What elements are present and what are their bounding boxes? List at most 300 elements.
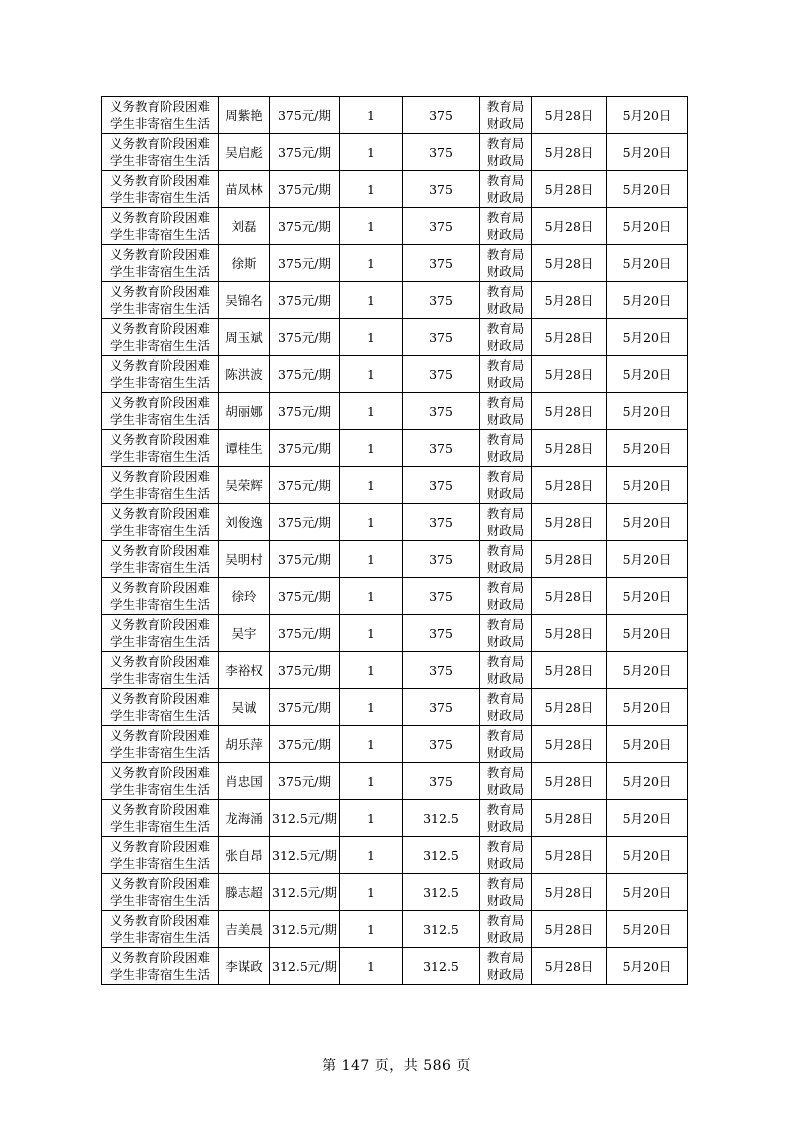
department-line-1: 教育局 xyxy=(486,728,525,743)
table-row xyxy=(102,171,688,208)
standard-cell: 375元/期 xyxy=(270,282,340,319)
item-line-1: 义务教育阶段困难 xyxy=(109,876,210,891)
department-line-1: 教育局 xyxy=(486,802,525,817)
department-line-1: 教育局 xyxy=(486,654,525,669)
department-line-2: 财政局 xyxy=(486,153,525,168)
amount-cell: 375 xyxy=(403,319,480,356)
department-line-2: 财政局 xyxy=(486,301,525,316)
item-cell xyxy=(102,319,219,356)
item-line-2: 学生非寄宿生生活 xyxy=(109,597,210,612)
count-cell: 1 xyxy=(340,948,403,985)
department-cell xyxy=(480,282,532,319)
item-line-1: 义务教育阶段困难 xyxy=(109,99,210,114)
department-cell xyxy=(480,393,532,430)
count-cell: 1 xyxy=(340,911,403,948)
standard-cell: 375元/期 xyxy=(270,541,340,578)
date-cell-2: 5月20日 xyxy=(607,837,688,874)
department-line-1: 教育局 xyxy=(486,543,525,558)
name-cell: 肖忠国 xyxy=(219,763,270,800)
date-cell-1: 5月28日 xyxy=(532,911,607,948)
table-row xyxy=(102,874,688,911)
item-line-1: 义务教育阶段困难 xyxy=(109,617,210,632)
item-line-2: 学生非寄宿生生活 xyxy=(109,116,210,131)
department-line-1: 教育局 xyxy=(486,765,525,780)
department-line-2: 财政局 xyxy=(486,560,525,575)
item-cell xyxy=(102,282,219,319)
amount-cell: 312.5 xyxy=(403,911,480,948)
department-line-2: 财政局 xyxy=(486,190,525,205)
date-cell-1: 5月28日 xyxy=(532,134,607,171)
standard-cell: 375元/期 xyxy=(270,208,340,245)
item-line-1: 义务教育阶段困难 xyxy=(109,321,210,336)
table-row xyxy=(102,726,688,763)
department-line-2: 财政局 xyxy=(486,967,525,982)
amount-cell: 312.5 xyxy=(403,837,480,874)
department-line-1: 教育局 xyxy=(486,469,525,484)
department-cell xyxy=(480,504,532,541)
item-cell xyxy=(102,578,219,615)
item-line-2: 学生非寄宿生生活 xyxy=(109,375,210,390)
date-cell-2: 5月20日 xyxy=(607,541,688,578)
department-line-1: 教育局 xyxy=(486,580,525,595)
standard-cell: 375元/期 xyxy=(270,245,340,282)
item-line-2: 学生非寄宿生生活 xyxy=(109,227,210,242)
item-line-2: 学生非寄宿生生活 xyxy=(109,264,210,279)
count-cell: 1 xyxy=(340,726,403,763)
date-cell-1: 5月28日 xyxy=(532,97,607,134)
item-line-1: 义务教育阶段困难 xyxy=(109,173,210,188)
department-cell xyxy=(480,726,532,763)
item-line-2: 学生非寄宿生生活 xyxy=(109,782,210,797)
item-line-2: 学生非寄宿生生活 xyxy=(109,153,210,168)
amount-cell: 375 xyxy=(403,467,480,504)
count-cell: 1 xyxy=(340,689,403,726)
name-cell: 李谋政 xyxy=(219,948,270,985)
department-cell xyxy=(480,134,532,171)
department-cell xyxy=(480,208,532,245)
date-cell-2: 5月20日 xyxy=(607,948,688,985)
table-row xyxy=(102,800,688,837)
department-line-2: 财政局 xyxy=(486,264,525,279)
amount-cell: 375 xyxy=(403,763,480,800)
standard-cell: 375元/期 xyxy=(270,689,340,726)
department-cell xyxy=(480,430,532,467)
date-cell-2: 5月20日 xyxy=(607,245,688,282)
department-line-2: 财政局 xyxy=(486,819,525,834)
table-row xyxy=(102,282,688,319)
item-line-1: 义务教育阶段困难 xyxy=(109,210,210,225)
amount-cell: 375 xyxy=(403,504,480,541)
name-cell: 陈洪波 xyxy=(219,356,270,393)
date-cell-2: 5月20日 xyxy=(607,208,688,245)
department-line-2: 财政局 xyxy=(486,486,525,501)
date-cell-2: 5月20日 xyxy=(607,800,688,837)
date-cell-2: 5月20日 xyxy=(607,97,688,134)
standard-cell: 312.5元/期 xyxy=(270,800,340,837)
table-row xyxy=(102,652,688,689)
item-cell xyxy=(102,652,219,689)
department-line-1: 教育局 xyxy=(486,691,525,706)
date-cell-1: 5月28日 xyxy=(532,800,607,837)
name-cell: 张自昂 xyxy=(219,837,270,874)
table-row xyxy=(102,578,688,615)
department-line-1: 教育局 xyxy=(486,839,525,854)
count-cell: 1 xyxy=(340,245,403,282)
item-line-1: 义务教育阶段困难 xyxy=(109,506,210,521)
name-cell: 龙海涌 xyxy=(219,800,270,837)
standard-cell: 375元/期 xyxy=(270,578,340,615)
name-cell: 李裕权 xyxy=(219,652,270,689)
date-cell-2: 5月20日 xyxy=(607,430,688,467)
item-line-2: 学生非寄宿生生活 xyxy=(109,412,210,427)
name-cell: 徐斯 xyxy=(219,245,270,282)
count-cell: 1 xyxy=(340,504,403,541)
table-row xyxy=(102,208,688,245)
item-cell xyxy=(102,356,219,393)
amount-cell: 375 xyxy=(403,208,480,245)
date-cell-2: 5月20日 xyxy=(607,282,688,319)
count-cell: 1 xyxy=(340,837,403,874)
date-cell-2: 5月20日 xyxy=(607,356,688,393)
date-cell-1: 5月28日 xyxy=(532,763,607,800)
count-cell: 1 xyxy=(340,319,403,356)
item-cell xyxy=(102,208,219,245)
department-line-1: 教育局 xyxy=(486,432,525,447)
date-cell-2: 5月20日 xyxy=(607,504,688,541)
item-line-1: 义务教育阶段困难 xyxy=(109,469,210,484)
department-cell xyxy=(480,319,532,356)
amount-cell: 375 xyxy=(403,541,480,578)
amount-cell: 375 xyxy=(403,393,480,430)
date-cell-2: 5月20日 xyxy=(607,763,688,800)
department-line-2: 财政局 xyxy=(486,523,525,538)
table-row xyxy=(102,430,688,467)
item-line-1: 义务教育阶段困难 xyxy=(109,913,210,928)
department-line-1: 教育局 xyxy=(486,321,525,336)
count-cell: 1 xyxy=(340,393,403,430)
item-line-2: 学生非寄宿生生活 xyxy=(109,967,210,982)
department-line-1: 教育局 xyxy=(486,395,525,410)
standard-cell: 312.5元/期 xyxy=(270,948,340,985)
table-row xyxy=(102,393,688,430)
count-cell: 1 xyxy=(340,430,403,467)
table-row xyxy=(102,245,688,282)
item-cell xyxy=(102,504,219,541)
department-line-2: 财政局 xyxy=(486,930,525,945)
item-line-2: 学生非寄宿生生活 xyxy=(109,301,210,316)
item-cell xyxy=(102,763,219,800)
standard-cell: 375元/期 xyxy=(270,726,340,763)
table-row xyxy=(102,911,688,948)
item-cell xyxy=(102,689,219,726)
count-cell: 1 xyxy=(340,171,403,208)
department-cell xyxy=(480,615,532,652)
standard-cell: 312.5元/期 xyxy=(270,837,340,874)
date-cell-2: 5月20日 xyxy=(607,134,688,171)
item-line-2: 学生非寄宿生生活 xyxy=(109,930,210,945)
item-line-1: 义务教育阶段困难 xyxy=(109,432,210,447)
department-line-2: 财政局 xyxy=(486,708,525,723)
name-cell: 吴明村 xyxy=(219,541,270,578)
standard-cell: 375元/期 xyxy=(270,615,340,652)
name-cell: 刘磊 xyxy=(219,208,270,245)
item-line-2: 学生非寄宿生生活 xyxy=(109,819,210,834)
item-line-1: 义务教育阶段困难 xyxy=(109,950,210,965)
name-cell: 吴诚 xyxy=(219,689,270,726)
table-body xyxy=(102,97,688,985)
department-cell xyxy=(480,171,532,208)
table-row xyxy=(102,319,688,356)
date-cell-1: 5月28日 xyxy=(532,541,607,578)
count-cell: 1 xyxy=(340,356,403,393)
table-row xyxy=(102,763,688,800)
department-line-2: 财政局 xyxy=(486,856,525,871)
item-line-2: 学生非寄宿生生活 xyxy=(109,449,210,464)
name-cell: 苗凤林 xyxy=(219,171,270,208)
item-line-1: 义务教育阶段困难 xyxy=(109,839,210,854)
table-row xyxy=(102,837,688,874)
department-cell xyxy=(480,97,532,134)
department-line-1: 教育局 xyxy=(486,876,525,891)
department-line-1: 教育局 xyxy=(486,247,525,262)
amount-cell: 375 xyxy=(403,689,480,726)
standard-cell: 375元/期 xyxy=(270,652,340,689)
amount-cell: 375 xyxy=(403,430,480,467)
date-cell-1: 5月28日 xyxy=(532,504,607,541)
item-line-1: 义务教育阶段困难 xyxy=(109,284,210,299)
date-cell-2: 5月20日 xyxy=(607,652,688,689)
date-cell-1: 5月28日 xyxy=(532,689,607,726)
date-cell-1: 5月28日 xyxy=(532,578,607,615)
department-line-2: 财政局 xyxy=(486,412,525,427)
department-line-1: 教育局 xyxy=(486,99,525,114)
date-cell-2: 5月20日 xyxy=(607,615,688,652)
date-cell-1: 5月28日 xyxy=(532,393,607,430)
department-line-1: 教育局 xyxy=(486,950,525,965)
standard-cell: 375元/期 xyxy=(270,134,340,171)
name-cell: 吴荣辉 xyxy=(219,467,270,504)
count-cell: 1 xyxy=(340,97,403,134)
page-footer: 第 147 页，共 586 页 xyxy=(322,1058,471,1074)
item-cell xyxy=(102,726,219,763)
standard-cell: 375元/期 xyxy=(270,393,340,430)
item-cell xyxy=(102,948,219,985)
item-line-2: 学生非寄宿生生活 xyxy=(109,708,210,723)
amount-cell: 375 xyxy=(403,356,480,393)
department-cell xyxy=(480,911,532,948)
standard-cell: 375元/期 xyxy=(270,430,340,467)
item-line-2: 学生非寄宿生生活 xyxy=(109,671,210,686)
date-cell-2: 5月20日 xyxy=(607,393,688,430)
item-line-2: 学生非寄宿生生活 xyxy=(109,856,210,871)
department-line-2: 财政局 xyxy=(486,671,525,686)
count-cell: 1 xyxy=(340,541,403,578)
item-line-1: 义务教育阶段困难 xyxy=(109,691,210,706)
date-cell-1: 5月28日 xyxy=(532,319,607,356)
count-cell: 1 xyxy=(340,800,403,837)
department-cell xyxy=(480,652,532,689)
department-line-2: 财政局 xyxy=(486,782,525,797)
department-line-1: 教育局 xyxy=(486,284,525,299)
department-line-2: 财政局 xyxy=(486,634,525,649)
standard-cell: 375元/期 xyxy=(270,467,340,504)
amount-cell: 375 xyxy=(403,282,480,319)
item-cell xyxy=(102,615,219,652)
amount-cell: 375 xyxy=(403,578,480,615)
date-cell-2: 5月20日 xyxy=(607,467,688,504)
department-cell xyxy=(480,467,532,504)
item-line-1: 义务教育阶段困难 xyxy=(109,654,210,669)
item-line-1: 义务教育阶段困难 xyxy=(109,136,210,151)
department-line-1: 教育局 xyxy=(486,506,525,521)
name-cell: 周玉斌 xyxy=(219,319,270,356)
amount-cell: 375 xyxy=(403,245,480,282)
department-line-2: 财政局 xyxy=(486,338,525,353)
item-cell xyxy=(102,467,219,504)
table-row xyxy=(102,134,688,171)
item-line-1: 义务教育阶段困难 xyxy=(109,580,210,595)
date-cell-1: 5月28日 xyxy=(532,171,607,208)
date-cell-1: 5月28日 xyxy=(532,430,607,467)
name-cell: 吴启彪 xyxy=(219,134,270,171)
department-cell xyxy=(480,874,532,911)
item-cell xyxy=(102,911,219,948)
date-cell-1: 5月28日 xyxy=(532,208,607,245)
date-cell-1: 5月28日 xyxy=(532,726,607,763)
item-cell xyxy=(102,97,219,134)
table-row xyxy=(102,467,688,504)
name-cell: 徐玲 xyxy=(219,578,270,615)
department-cell xyxy=(480,689,532,726)
item-cell xyxy=(102,874,219,911)
standard-cell: 312.5元/期 xyxy=(270,911,340,948)
table-row xyxy=(102,615,688,652)
count-cell: 1 xyxy=(340,282,403,319)
department-line-1: 教育局 xyxy=(486,913,525,928)
item-line-1: 义务教育阶段困难 xyxy=(109,543,210,558)
name-cell: 胡丽娜 xyxy=(219,393,270,430)
item-line-1: 义务教育阶段困难 xyxy=(109,247,210,262)
item-line-2: 学生非寄宿生生活 xyxy=(109,634,210,649)
department-cell xyxy=(480,763,532,800)
item-line-1: 义务教育阶段困难 xyxy=(109,802,210,817)
amount-cell: 375 xyxy=(403,726,480,763)
department-line-2: 财政局 xyxy=(486,227,525,242)
department-line-2: 财政局 xyxy=(486,116,525,131)
department-cell xyxy=(480,948,532,985)
department-cell xyxy=(480,800,532,837)
table-row xyxy=(102,541,688,578)
department-line-1: 教育局 xyxy=(486,617,525,632)
date-cell-2: 5月20日 xyxy=(607,874,688,911)
department-line-1: 教育局 xyxy=(486,210,525,225)
item-cell xyxy=(102,171,219,208)
date-cell-1: 5月28日 xyxy=(532,948,607,985)
table-row xyxy=(102,948,688,985)
department-cell xyxy=(480,541,532,578)
department-line-2: 财政局 xyxy=(486,893,525,908)
item-line-2: 学生非寄宿生生活 xyxy=(109,190,210,205)
department-line-2: 财政局 xyxy=(486,597,525,612)
name-cell: 吉美晨 xyxy=(219,911,270,948)
item-line-1: 义务教育阶段困难 xyxy=(109,765,210,780)
standard-cell: 375元/期 xyxy=(270,97,340,134)
amount-cell: 375 xyxy=(403,652,480,689)
department-line-2: 财政局 xyxy=(486,449,525,464)
item-cell xyxy=(102,245,219,282)
count-cell: 1 xyxy=(340,467,403,504)
date-cell-1: 5月28日 xyxy=(532,874,607,911)
amount-cell: 375 xyxy=(403,171,480,208)
name-cell: 吴宇 xyxy=(219,615,270,652)
standard-cell: 375元/期 xyxy=(270,171,340,208)
department-line-2: 财政局 xyxy=(486,745,525,760)
item-line-1: 义务教育阶段困难 xyxy=(109,358,210,373)
amount-cell: 375 xyxy=(403,134,480,171)
name-cell: 滕志超 xyxy=(219,874,270,911)
item-line-2: 学生非寄宿生生活 xyxy=(109,893,210,908)
count-cell: 1 xyxy=(340,874,403,911)
amount-cell: 312.5 xyxy=(403,874,480,911)
item-cell xyxy=(102,837,219,874)
item-line-1: 义务教育阶段困难 xyxy=(109,395,210,410)
count-cell: 1 xyxy=(340,652,403,689)
amount-cell: 375 xyxy=(403,97,480,134)
date-cell-2: 5月20日 xyxy=(607,689,688,726)
standard-cell: 375元/期 xyxy=(270,319,340,356)
date-cell-1: 5月28日 xyxy=(532,245,607,282)
name-cell: 谭桂生 xyxy=(219,430,270,467)
date-cell-2: 5月20日 xyxy=(607,726,688,763)
name-cell: 吴锦名 xyxy=(219,282,270,319)
date-cell-1: 5月28日 xyxy=(532,837,607,874)
standard-cell: 312.5元/期 xyxy=(270,874,340,911)
date-cell-2: 5月20日 xyxy=(607,578,688,615)
amount-cell: 312.5 xyxy=(403,800,480,837)
item-line-2: 学生非寄宿生生活 xyxy=(109,560,210,575)
name-cell: 周紫艳 xyxy=(219,97,270,134)
count-cell: 1 xyxy=(340,578,403,615)
count-cell: 1 xyxy=(340,763,403,800)
date-cell-1: 5月28日 xyxy=(532,652,607,689)
name-cell: 刘俊逸 xyxy=(219,504,270,541)
item-cell xyxy=(102,800,219,837)
item-cell xyxy=(102,541,219,578)
amount-cell: 375 xyxy=(403,615,480,652)
standard-cell: 375元/期 xyxy=(270,356,340,393)
department-cell xyxy=(480,245,532,282)
department-line-1: 教育局 xyxy=(486,358,525,373)
item-cell xyxy=(102,430,219,467)
date-cell-1: 5月28日 xyxy=(532,356,607,393)
date-cell-1: 5月28日 xyxy=(532,282,607,319)
date-cell-2: 5月20日 xyxy=(607,319,688,356)
department-line-1: 教育局 xyxy=(486,136,525,151)
amount-cell: 312.5 xyxy=(403,948,480,985)
date-cell-1: 5月28日 xyxy=(532,615,607,652)
item-cell xyxy=(102,134,219,171)
department-cell xyxy=(480,356,532,393)
item-line-2: 学生非寄宿生生活 xyxy=(109,523,210,538)
date-cell-2: 5月20日 xyxy=(607,911,688,948)
date-cell-2: 5月20日 xyxy=(607,171,688,208)
table-row xyxy=(102,689,688,726)
table-row xyxy=(102,356,688,393)
item-line-2: 学生非寄宿生生活 xyxy=(109,745,210,760)
count-cell: 1 xyxy=(340,208,403,245)
item-cell xyxy=(102,393,219,430)
item-line-2: 学生非寄宿生生活 xyxy=(109,338,210,353)
